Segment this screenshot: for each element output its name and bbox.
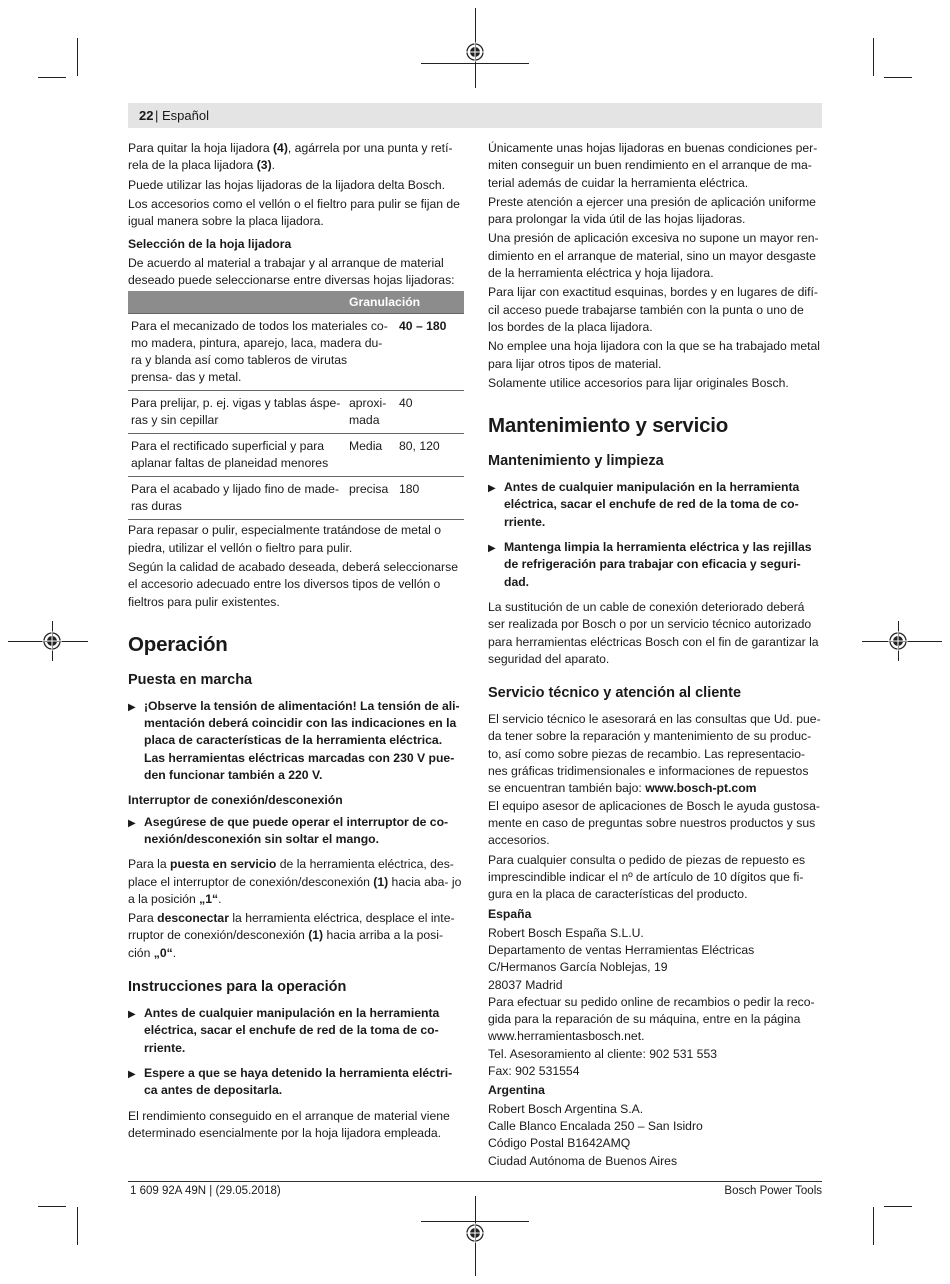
crop-mark xyxy=(77,38,78,76)
subsection-heading: Puesta en marcha xyxy=(128,671,253,688)
section-heading: Mantenimiento y servicio xyxy=(488,414,729,438)
crop-mark xyxy=(38,1206,66,1207)
triangle-bullet-icon: ▶ xyxy=(128,1009,136,1021)
page-number: 22 xyxy=(139,108,154,123)
paragraph: El equipo asesor de aplicaciones de Bosch le ayuda gustosa- mente en caso de preguntas sobre nuestros productos y sus accesorios. xyxy=(488,798,820,848)
registration-mark-icon xyxy=(888,631,908,651)
subsection-heading: Servicio técnico y atención al cliente xyxy=(488,685,742,702)
table-cell: Para el acabado y lijado fino de made- ras duras xyxy=(128,477,346,520)
crop-mark xyxy=(884,77,912,78)
registration-mark-icon xyxy=(465,1223,485,1243)
table-row xyxy=(128,391,464,434)
right-column xyxy=(488,140,822,1170)
table-cell: 40 – 180 xyxy=(396,314,464,391)
registration-mark-icon xyxy=(465,42,485,62)
paragraph: Puede utilizar las hojas lijadoras de la lijadora delta Bosch. xyxy=(128,177,446,192)
country-label: España xyxy=(488,907,532,922)
address-line: Fax: 902 531554 xyxy=(488,1064,580,1079)
website-link[interactable]: www.bosch-pt.com xyxy=(645,781,757,796)
table-cell: Media xyxy=(346,434,396,477)
footer-brand: Bosch Power Tools xyxy=(724,1185,822,1197)
address-line: Robert Bosch Argentina S.A. xyxy=(488,1101,644,1116)
triangle-bullet-icon: ▶ xyxy=(128,1068,136,1080)
warning-bullet: ▶ Antes de cualquier manipulación en la herramienta eléctrica, sacar el enchufe de red de la toma de co- rriente. xyxy=(128,1006,440,1055)
header-language: Español xyxy=(162,108,209,123)
paragraph: Preste atención a ejercer una presión de aplicación uniforme para prolongar la vida útil de las hojas lijadoras. xyxy=(488,194,816,227)
warning-bullet: ▶ Antes de cualquier manipulación en la herramienta eléctrica, sacar el enchufe de red de la toma de co- rriente. xyxy=(488,480,800,529)
footer-divider xyxy=(128,1181,822,1182)
crop-mark xyxy=(884,1206,912,1207)
paragraph: Para lijar con exactitud esquinas, bordes y en lugares de difí- cil acceso puede trabajarse también con la punta o uno de los bordes de la placa lijadora. xyxy=(488,285,818,334)
crop-mark xyxy=(77,1207,78,1245)
paragraph: La sustitución de un cable de conexión deteriorado deberá ser realizada por Bosch o por un servicio técnico autorizado para herramientas eléctricas Bosch con el fin de garantizar la seguridad del aparato. xyxy=(488,599,819,666)
address-line: C/Hermanos García Noblejas, 19 xyxy=(488,960,668,975)
address-block-spain xyxy=(488,925,822,1081)
address-line: Calle Blanco Encalada 250 – San Isidro xyxy=(488,1118,703,1133)
subsection-heading: Mantenimiento y limpieza xyxy=(488,453,664,470)
crop-mark xyxy=(873,1207,874,1245)
subheading: Interruptor de conexión/desconexión xyxy=(128,793,343,808)
registration-mark-icon xyxy=(42,631,62,651)
grit-table xyxy=(128,291,464,520)
paragraph: Para repasar o pulir, especialmente tratándose de metal o piedra, utilizar el vellón o fieltro para pulir. xyxy=(128,523,441,555)
table-cell: Para prelijar, p. ej. vigas y tablas áspe- ras y sin cepillar xyxy=(128,391,346,434)
header-separator: | xyxy=(155,108,159,123)
page-header xyxy=(128,103,822,128)
crop-mark xyxy=(38,77,66,78)
address-line: 28037 Madrid xyxy=(488,977,563,992)
triangle-bullet-icon: ▶ xyxy=(128,701,136,713)
triangle-bullet-icon: ▶ xyxy=(488,483,496,495)
table-cell: aproxi- mada xyxy=(346,391,396,434)
paragraph: No emplee una hoja lijadora con la que se ha trabajado metal para lijar otros tipos de material. xyxy=(488,339,820,371)
section-heading: Operación xyxy=(128,632,228,656)
table-header-row xyxy=(128,291,464,314)
table-cell: Para el mecanizado de todos los materiales co- mo madera, pintura, aparejo, laca, madera du- ra y blanda así como tableros de virutas prensa- das y metal. xyxy=(128,314,396,391)
warning-bullet: ▶ ¡Observe la tensión de alimentación! La tensión de ali- mentación deberá coincidir con las indicaciones en la placa de características de la herramienta eléctrica. Las herramientas eléctricas marcadas con 230 V pue- den funcionar también a 220 V. xyxy=(128,698,460,783)
warning-bullet: ▶ Espere a que se haya detenido la herramienta eléctri- ca antes de depositarla. xyxy=(128,1065,453,1098)
subheading: Selección de la hoja lijadora xyxy=(128,237,292,252)
table-cell: 80, 120 xyxy=(396,434,464,477)
address-line: Departamento de ventas Herramientas Eléctricas xyxy=(488,942,755,957)
address-line: Ciudad Autónoma de Buenos Aires xyxy=(488,1153,678,1168)
crop-mark xyxy=(873,38,874,76)
paragraph: Solamente utilice accesorios para lijar originales Bosch. xyxy=(488,375,789,390)
footer-doc-number: 1 609 92A 49N | (29.05.2018) xyxy=(130,1185,281,1197)
paragraph: El rendimiento conseguido en el arranque de material viene determinado esencialmente por la hoja lijadora empleada. xyxy=(128,1108,450,1140)
table-cell: 180 xyxy=(396,477,464,520)
table-row xyxy=(128,434,464,477)
paragraph: Únicamente unas hojas lijadoras en buenas condiciones per- miten conseguir un buen rendimiento en el arranque de ma- terial además de cuidar la herramienta eléctrica. xyxy=(488,141,818,190)
paragraph: Para cualquier consulta o pedido de piezas de repuesto es imprescindible indicar el nº de artículo de 10 dígitos que fi- gura en la placa de características del producto. xyxy=(488,852,806,902)
paragraph: Los accesorios como el vellón o el fieltro para pulir se fijan de igual manera sobre la placa lijadora. xyxy=(128,196,460,229)
paragraph: Según la calidad de acabado deseada, deberá seleccionarse el accesorio adecuado entre los diversos tipos de vellón o fieltros para pulir existentes. xyxy=(128,559,458,609)
table-row xyxy=(128,314,464,391)
triangle-bullet-icon: ▶ xyxy=(128,817,136,829)
paragraph: Para quitar la hoja lijadora (4), agárrela por una punta y retí- rela de la placa lijadora (3). xyxy=(128,141,453,173)
address-block-argentina xyxy=(488,1101,822,1170)
paragraph: Para la puesta en servicio de la herramienta eléctrica, des- place el interruptor de conexión/desconexión (1) hacia aba- jo a la posición „1“. xyxy=(128,857,462,906)
address-line: Robert Bosch España S.L.U. xyxy=(488,925,644,940)
table-cell: 40 xyxy=(396,391,464,434)
paragraph: De acuerdo al material a trabajar y al arranque de material deseado puede seleccionarse entre diversas hojas lijadoras: xyxy=(128,255,455,288)
table-cell: Para el rectificado superficial y para aplanar faltas de planeidad menores xyxy=(128,434,346,477)
table-header-cell: Granulación xyxy=(346,291,464,314)
table-cell: precisa xyxy=(346,477,396,520)
address-line: Código Postal B1642AMQ xyxy=(488,1136,631,1151)
address-line: Tel. Asesoramiento al cliente: 902 531 553 xyxy=(488,1046,718,1061)
paragraph: Una presión de aplicación excesiva no supone un mayor ren- dimiento en el arranque de material, sino un mayor desgaste de la herramienta eléctrica y hoja lijadora. xyxy=(488,231,819,281)
warning-bullet: ▶ Mantenga limpia la herramienta eléctrica y las rejillas de refrigeración para trabajar con eficacia y seguri- dad. xyxy=(488,540,812,589)
table-row xyxy=(128,477,464,520)
triangle-bullet-icon: ▶ xyxy=(488,543,496,555)
paragraph: El servicio técnico le asesorará en las consultas que Ud. pue- da tener sobre la reparación y mantenimiento de su produc- to, así como sobre piezas de recambio. Las representacio- nes gráficas tridimensionales e informaciones de repuestos se encuentran también bajo: www.bosch-pt.com xyxy=(488,712,821,796)
subsection-heading: Instrucciones para la operación xyxy=(128,979,347,996)
warning-bullet: ▶ Asegúrese de que puede operar el interruptor de co- nexión/desconexión sin soltar el mango. xyxy=(128,814,449,846)
address-line: Para efectuar su pedido online de recambios o pedir la reco- gida para la reparación de su máquina, entre en la página www.herramientasbosch.net. xyxy=(488,994,815,1044)
country-label: Argentina xyxy=(488,1083,545,1098)
left-column xyxy=(128,140,464,1144)
paragraph: Para desconectar la herramienta eléctrica, desplace el inte- rruptor de conexión/desconexión (1) hacia arriba a la posi- ción „0“. xyxy=(128,911,455,960)
